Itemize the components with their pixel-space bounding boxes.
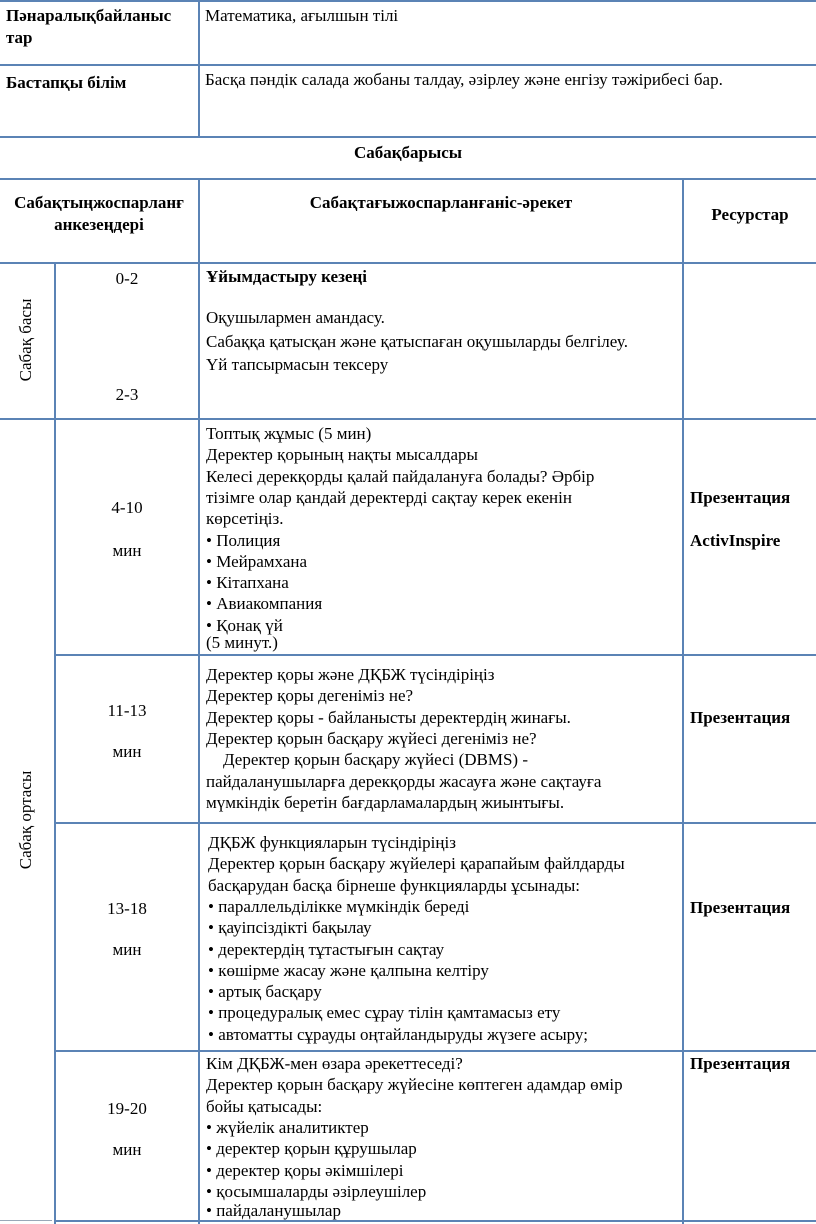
activity-line: Кім ДҚБЖ-мен өзара әрекеттеседі? <box>206 1054 463 1073</box>
grid-line <box>55 1050 816 1052</box>
activity-line: (5 минут.) <box>206 633 278 652</box>
activity-line: Келесі дерекқорды қалай пайдалануға болады? Әрбір <box>206 466 595 486</box>
time-label: 19-20 <box>107 1099 147 1118</box>
activity-line: • процедуралық емес сұрау тілін қамтамасыз ету <box>208 1003 561 1023</box>
activity-line: • параллельділікке мүмкіндік береді <box>208 896 470 916</box>
time-unit: мин <box>112 541 142 560</box>
activity-line: тізімге олар қандай деректерді сақтау керек екенін <box>206 487 572 507</box>
activity-line: • қосымшаларды әзірлеушілер <box>206 1181 427 1201</box>
grid-line <box>198 178 200 1224</box>
activity-line: • деректер қоры әкімшілері <box>206 1160 404 1180</box>
activity-line: Сабаққа қатысқан және қатыспаған оқушыларды белгілеу. <box>206 332 628 351</box>
activity-line: • Кітапхана <box>206 573 289 593</box>
info-label: Бастапқы білім <box>6 73 127 92</box>
activity-line: • Қонақ үй <box>206 615 283 635</box>
header-activity: Сабақтағыжоспарланғаніс-әрекет <box>309 193 573 212</box>
activity-line: Деректер қоры дегеніміз не? <box>206 686 414 706</box>
grid-line <box>0 262 816 264</box>
resource-label: Презентация <box>690 1054 791 1073</box>
header-stage: Сабақтыңжоспарланғ <box>14 193 184 212</box>
info-value: Математика, ағылшын тілі <box>205 6 399 25</box>
activity-line: пайдаланушыларға дерекқорды жасауға және сақтауға <box>206 771 602 791</box>
activity-line: • автоматты сұрауды оңтайландыруды жүзеге асыру; <box>208 1024 588 1044</box>
activity-line: Деректер қоры - байланысты деректердің жинағы. <box>206 707 571 727</box>
resource-label: Презентация <box>690 488 791 507</box>
grid-line <box>0 418 816 420</box>
section-label-start: Сабақ басы <box>16 298 35 382</box>
activity-line: басқарудан басқа бірнеше функцияларды ұсынады: <box>208 875 580 895</box>
activity-line: Деректер қорын басқару жүйесіне көптеген адамдар өмір <box>206 1075 623 1095</box>
grid-line <box>0 64 816 66</box>
grid-line <box>682 178 684 1224</box>
time-label: 4-10 <box>111 498 143 517</box>
resource-label: Презентация <box>690 898 791 917</box>
activity-line: • қауіпсіздікті бақылау <box>208 918 372 938</box>
activity-line: • Полиция <box>206 530 281 550</box>
activity-line: Деректер қорын басқару жүйесі (DBMS) - <box>206 750 529 770</box>
resource-label: ActivInspire <box>690 531 781 550</box>
grid-line <box>0 136 816 138</box>
activity-line: • артық басқару <box>208 982 322 1002</box>
activity-line: • деректердің тұтастығын сақтау <box>208 939 445 959</box>
section-label-middle: Сабақ ортасы <box>16 770 35 870</box>
time-unit: мин <box>112 1140 142 1159</box>
section-title: Сабақбарысы <box>353 143 463 162</box>
grid-line <box>0 1220 52 1221</box>
activity-line: бойы қатысады: <box>206 1096 323 1116</box>
activity-line: • деректер қорын құрушылар <box>206 1139 417 1159</box>
grid-line <box>0 0 816 2</box>
activity-line: көрсетіңіз. <box>206 509 284 529</box>
activity-line: ДҚБЖ функцияларын түсіндіріңіз <box>208 833 456 852</box>
activity-line: Үй тапсырмасын тексеру <box>206 355 389 374</box>
info-label: Пәнаралықбайланыс <box>6 6 172 25</box>
header-stage: анкезеңдері <box>54 215 144 234</box>
time-label: 2-3 <box>115 385 139 404</box>
activity-line: • Мейрамхана <box>206 551 308 571</box>
activity-line: Деректер қоры және ДҚБЖ түсіндіріңіз <box>206 665 495 684</box>
activity-line: Деректер қорының нақты мысалдары <box>206 445 478 465</box>
activity-line: Топтық жұмыс (5 мин) <box>206 424 372 443</box>
activity-line: мүмкіндік беретін бағдарламалардың жиынтығы. <box>206 792 565 812</box>
grid-line <box>55 822 816 824</box>
activity-heading: Ұйымдастыру кезеңі <box>206 267 367 286</box>
info-value: Басқа пәндік салада жобаны талдау, әзірлеу және енгізу тәжірибесі бар. <box>205 70 723 89</box>
grid-line <box>198 0 200 136</box>
time-label: 11-13 <box>107 701 147 720</box>
grid-line <box>55 1220 816 1222</box>
activity-line: • көшірме жасау және қалпына келтіру <box>208 960 489 980</box>
grid-line <box>55 654 816 656</box>
activity-line: Деректер қорын басқару жүйесі дегеніміз не? <box>206 728 537 748</box>
activity-line: Оқушылармен амандасу. <box>206 308 385 327</box>
grid-line <box>0 178 816 180</box>
activity-line: • пайдаланушылар <box>206 1201 341 1220</box>
activity-line: • Авиакомпания <box>206 594 323 614</box>
info-label: тар <box>6 28 33 47</box>
header-resources: Ресурстар <box>711 205 789 224</box>
time-label: 13-18 <box>107 899 147 918</box>
time-unit: мин <box>112 940 142 959</box>
resource-label: Презентация <box>690 708 791 727</box>
time-unit: мин <box>112 742 142 761</box>
activity-line: Деректер қорын басқару жүйелері қарапайым файлдарды <box>208 854 625 874</box>
activity-line: • жүйелік аналитиктер <box>206 1117 369 1137</box>
time-label: 0-2 <box>115 269 139 288</box>
